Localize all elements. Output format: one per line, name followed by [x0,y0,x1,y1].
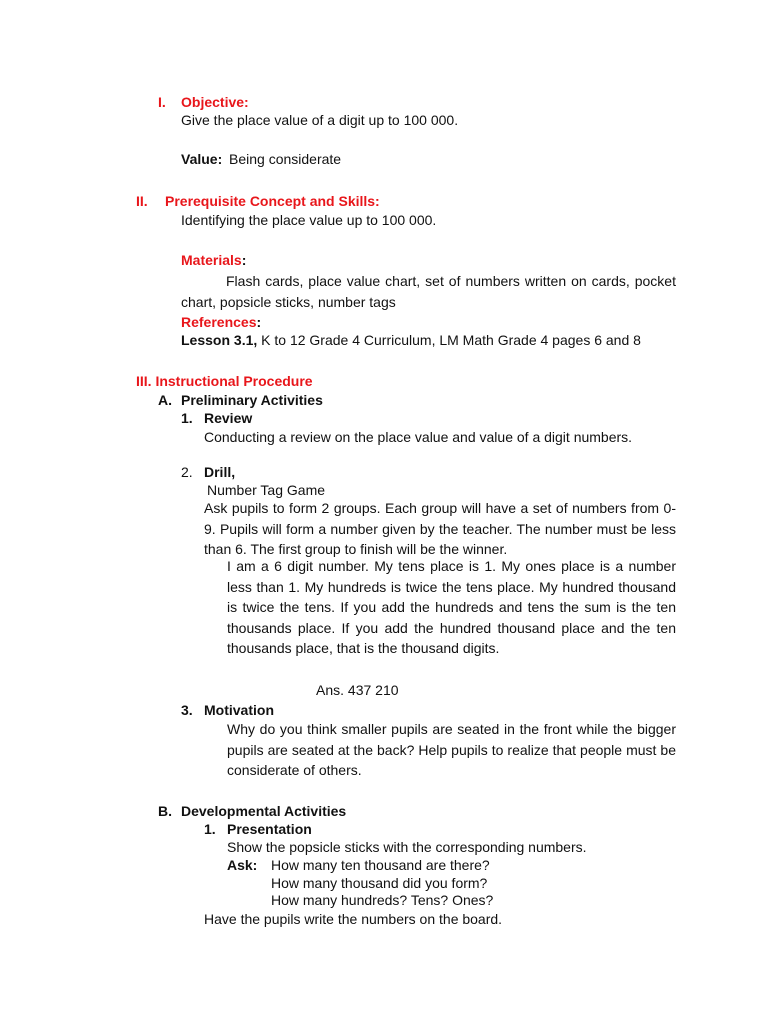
presentation-closing: Have the pupils write the numbers on the board. [204,911,503,927]
motivation-text: Why do you think smaller pupils are seated in the front while the bigger pupils are seated at the back? Help pupils to realize that people must be considerate of others. [227,721,676,778]
materials-label: Materials [181,252,242,268]
references-colon: : [256,314,262,330]
instructional-procedure-heading: III. Instructional Procedure [136,373,313,389]
materials-text: Flash cards, place value chart, set of numbers written on cards, pocket chart, popsicle sticks, number tags [181,273,676,310]
presentation-text: Show the popsicle sticks with the corresponding numbers. [227,839,587,855]
part-a-title: Preliminary Activities [181,392,323,408]
drill-subtitle: Number Tag Game [207,482,326,498]
drill-number: 2. [181,464,193,480]
motivation-number: 3. [181,702,193,718]
ask-question-1: How many ten thousand are there? [271,857,490,873]
materials-colon: : [241,252,247,268]
ask-label: Ask: [227,857,258,873]
review-number: 1. [181,410,193,426]
presentation-title: Presentation [227,821,312,837]
part-b-letter: B. [158,803,172,819]
references-label: References [181,314,257,330]
review-title: Review [204,410,253,426]
lesson-label: Lesson 3.1, [181,332,258,348]
prerequisite-heading: Prerequisite Concept and Skills: [165,193,380,209]
lesson-reference [181,331,641,349]
presentation-number: 1. [204,821,216,837]
value-text: Being considerate [229,151,342,167]
section-2-numeral: II. [136,193,148,209]
drill-text: Ask pupils to form 2 groups. Each group will have a set of numbers from 0-9. Pupils will form a number given by the teacher. The number must be less than 6. The first group to finish will be the winner. [204,500,676,557]
drill-title: Drill, [204,464,236,480]
part-b-title: Developmental Activities [181,803,347,819]
objective-text: Give the place value of a digit up to 100 000. [181,112,459,128]
value-label: Value: [181,151,223,167]
review-text: Conducting a review on the place value and value of a digit numbers. [204,429,633,445]
drill-answer: Ans. 437 210 [316,682,399,698]
ask-question-2: How many thousand did you form? [271,875,488,891]
lesson-text: K to 12 Grade 4 Curriculum, LM Math Grade 4 pages 6 and 8 [261,332,641,348]
motivation-title: Motivation [204,702,274,718]
part-a-letter: A. [158,392,172,408]
ask-question-3: How many hundreds? Tens? Ones? [271,892,494,908]
objective-heading: Objective: [181,94,249,110]
section-1-numeral: I. [158,94,166,110]
materials-heading [181,251,246,269]
prerequisite-text: Identifying the place value up to 100 000. [181,212,437,228]
references-heading [181,313,261,331]
drill-riddle: I am a 6 digit number. My tens place is 1. My ones place is a number less than 1. My hundreds is twice the tens place. My hundred thousand is twice the tens. If you add the hundreds and tens the sum is the ten thousands place. If you add the hundred thousand place and the ten thousands place, that is the thousand digits. [227,558,676,656]
